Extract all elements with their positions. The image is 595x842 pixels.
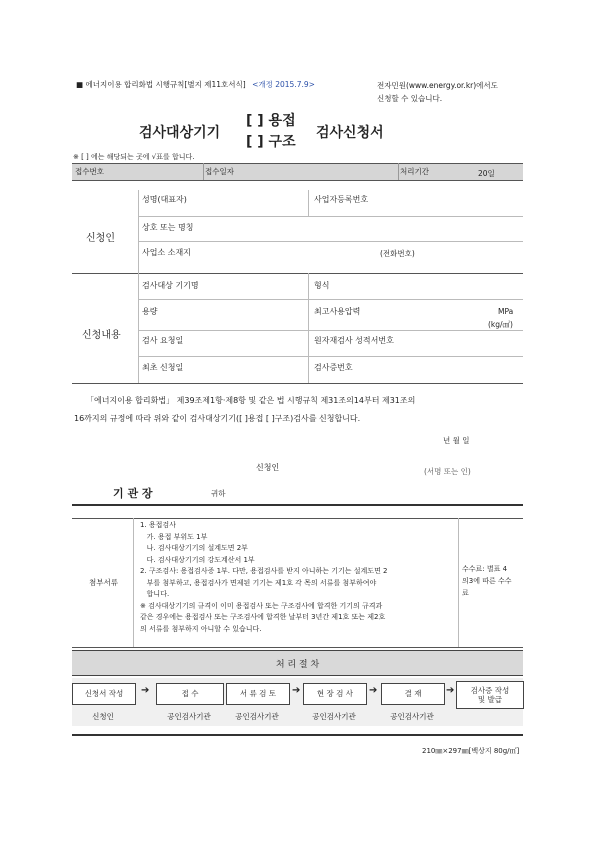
device-name-field[interactable]: 검사대상 기기명 xyxy=(142,281,199,290)
attachment-line: ※ 검사대상기기의 규격이 이미 용접검사 또는 구조검사에 합격한 기기의 규격과 xyxy=(140,601,383,610)
title-option-structure: [ ] 구조 xyxy=(246,134,296,150)
attachment-line: 의 서류를 첨부하지 아니할 수 있습니다. xyxy=(140,624,262,633)
step-application: 신청서 작성 xyxy=(72,683,136,705)
receipt-row xyxy=(72,163,523,180)
step-actor: 공인검사기관 xyxy=(390,712,434,721)
application-statement xyxy=(74,392,416,428)
attachment-line: 2. 구조검사: 용접검사증 1부. 다만, 용접검사를 받지 아니하는 기기는 설계도면 2 xyxy=(140,567,388,575)
attachment-line: 나. 검사대상기기의 설계도면 2부 xyxy=(140,544,248,552)
attachment-line: 가. 용접 부위도 1부 xyxy=(140,532,208,541)
title-suffix: 검사신청서 xyxy=(316,125,384,141)
pressure-unit-mpa: MPa xyxy=(498,307,514,316)
online-note xyxy=(377,79,498,105)
title-option-welding: [ ] 용접 xyxy=(246,113,296,129)
recipient-suffix: 귀하 xyxy=(211,489,226,498)
processing-period-value: 20일 xyxy=(478,169,495,178)
company-name-field[interactable]: 상호 또는 명칭 xyxy=(142,223,194,232)
signature-field[interactable]: (서명 또는 인) xyxy=(424,467,471,476)
signer-label: 신청인 xyxy=(256,463,280,472)
step-site-inspection: 현 장 검 사 xyxy=(303,683,367,705)
arrow-icon: ➔ xyxy=(446,685,455,696)
online-note-line-1: 전자민원(www.energy.or.kr)에서도 xyxy=(377,81,498,90)
form-reference xyxy=(76,79,315,90)
receipt-date-label: 접수일자 xyxy=(205,167,234,176)
instruction: ※ [ ] 에는 해당되는 곳에 √표를 합니다. xyxy=(73,153,195,161)
recipient-name: 기 관 장 xyxy=(113,487,153,500)
statement-line-1: 「에너지이용 합리화법」 제39조제1항·제8항 및 같은 법 시행규칙 제31조의14부터 제31조의 xyxy=(86,396,416,405)
model-field[interactable]: 형식 xyxy=(314,281,330,290)
business-address-field[interactable]: 사업소 소재지 xyxy=(142,248,191,257)
statement-line-2: 16까지의 규정에 따라 위와 같이 검사대상기기([ ]용접 [ ]구조)검사를 신청합니다. xyxy=(74,414,361,423)
attachment-line: 부를 첨부하고, 용접검사가 면제된 기기는 제1호 각 목의 서류를 첨부하여야 xyxy=(140,578,377,587)
pressure-unit-kg: (kg/㎠) xyxy=(488,320,513,329)
first-application-date-field[interactable]: 최초 신청일 xyxy=(142,363,184,372)
max-pressure-field[interactable]: 최고사용압력 xyxy=(314,307,361,316)
content-section-label: 신청내용 xyxy=(82,330,121,341)
processing-period-label: 처리기간 xyxy=(400,167,429,176)
arrow-icon: ➔ xyxy=(292,685,301,696)
attachment-line: 다. 검사대상기기의 강도계산서 1부 xyxy=(140,555,255,564)
step-receipt: 접 수 xyxy=(156,683,224,705)
capacity-field[interactable]: 용량 xyxy=(142,307,158,316)
step-certificate-issue: 검사증 작성 및 발급 xyxy=(456,681,524,709)
certificate-number-field[interactable]: 검사증번호 xyxy=(314,363,353,372)
step-actor: 공인검사기관 xyxy=(312,712,356,721)
receipt-number-label: 접수번호 xyxy=(75,167,104,176)
fee-line: 료 xyxy=(462,589,469,597)
phone-field[interactable]: (전화번호) xyxy=(380,249,415,258)
step-actor: 공인검사기관 xyxy=(167,712,211,721)
fee-line: 수수료: 별표 4 xyxy=(462,565,508,573)
attachments-list xyxy=(140,520,388,635)
business-registration-field[interactable]: 사업자등록번호 xyxy=(314,195,369,204)
step-approval: 결 재 xyxy=(381,683,445,705)
revision-note: <개정 2015.7.9> xyxy=(252,80,315,89)
material-report-number-field[interactable]: 원자재검사 성적서번호 xyxy=(314,336,394,345)
attachment-line: 1. 용접검사 xyxy=(140,521,176,529)
paper-spec: 210㎜×297㎜[백상지 80g/㎡] xyxy=(422,747,520,755)
form-ref-text: ■ 에너지이용 합리화법 시행규칙[별지 제11호서식] xyxy=(76,80,246,89)
fee-line: 의3에 따른 수수 xyxy=(462,577,512,585)
fee-note xyxy=(462,563,511,599)
online-note-line-2: 신청할 수 있습니다. xyxy=(377,94,443,103)
applicant-name-field[interactable]: 성명(대표자) xyxy=(142,195,187,204)
attachments-label: 첨부서류 xyxy=(89,578,118,587)
attachment-line: 같은 경우에는 용접검사 또는 구조검사에 합격한 날부터 3년간 제1호 또는 제2호 xyxy=(140,613,386,621)
attachment-line: 합니다. xyxy=(140,590,170,598)
date-line[interactable]: 년 월 일 xyxy=(443,436,470,445)
step-actor: 공인검사기관 xyxy=(235,712,279,721)
step-document-review: 서 류 검 토 xyxy=(226,683,290,705)
arrow-icon: ➔ xyxy=(369,685,378,696)
procedure-title: 처 리 절 차 xyxy=(72,650,523,676)
applicant-section-label: 신청인 xyxy=(86,233,115,244)
arrow-icon: ➔ xyxy=(141,685,150,696)
title-prefix: 검사대상기기 xyxy=(139,125,221,141)
inspection-request-date-field[interactable]: 검사 요청일 xyxy=(142,336,184,345)
step-actor: 신청인 xyxy=(92,712,114,721)
